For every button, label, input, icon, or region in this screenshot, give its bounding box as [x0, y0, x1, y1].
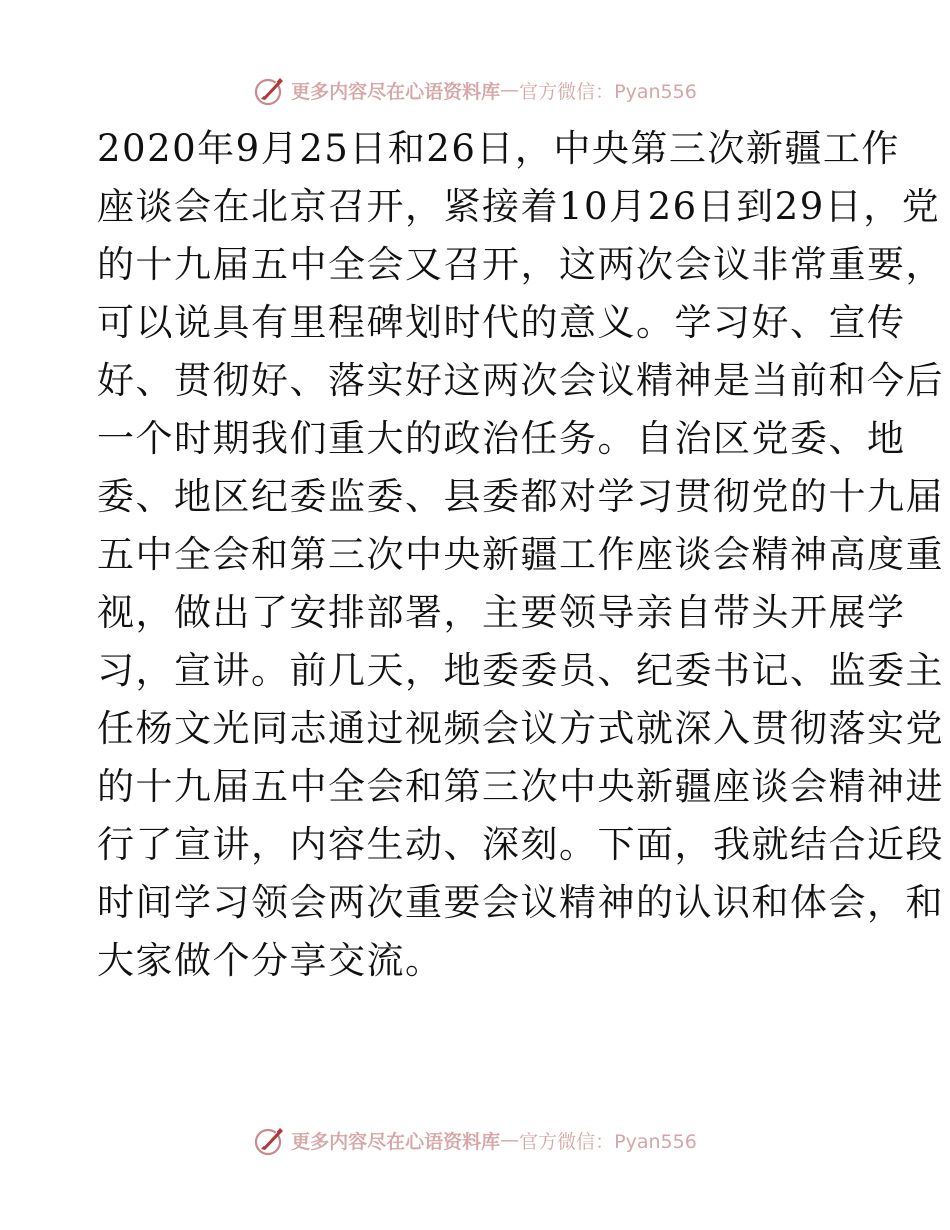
- body-line: 好、贯彻好、落实好这两次会议精神是当前和今后: [97, 359, 944, 402]
- feather-pen-logo-icon: [253, 1123, 287, 1157]
- body-line: 时间学习领会两次重要会议精神的认识和体会，和: [97, 881, 944, 924]
- body-line: 委、地区纪委监委、县委都对学习贯彻党的十九届: [97, 475, 944, 518]
- body-line: 的十九届五中全会又召开，这两次会议非常重要，: [97, 243, 944, 286]
- body-line: 习，宣讲。前几天，地委委员、纪委书记、监委主: [97, 649, 944, 692]
- footer-watermark: [0, 1120, 950, 1160]
- body-line: 座谈会在北京召开，紧接着10月26日到29日，党: [97, 185, 941, 228]
- body-line: 2020年9月25日和26日，中央第三次新疆工作: [97, 127, 900, 170]
- document-body: [97, 120, 944, 990]
- body-line: 任杨文光同志通过视频会议方式就深入贯彻落实党: [97, 707, 944, 750]
- footer-site-name: 更多内容尽在心语资料库: [291, 1130, 501, 1153]
- footer-wechat-id: 官方微信：Pyan556: [519, 1130, 697, 1153]
- body-line: 的十九届五中全会和第三次中央新疆座谈会精神进: [97, 765, 944, 808]
- body-line: 一个时期我们重大的政治任务。自治区党委、地: [97, 417, 906, 460]
- body-line: 五中全会和第三次中央新疆工作座谈会精神高度重: [97, 533, 944, 576]
- body-line: 行了宣讲，内容生动、深刻。下面，我就结合近段: [97, 823, 944, 866]
- body-line: 视，做出了安排部署，主要领导亲自带头开展学: [97, 591, 906, 634]
- feather-pen-logo-icon: [253, 73, 287, 107]
- header-watermark: [0, 70, 950, 110]
- header-wechat-id: 官方微信：Pyan556: [519, 80, 697, 103]
- header-separator: —: [500, 79, 520, 101]
- body-line: 可以说具有里程碑划时代的意义。学习好、宣传: [97, 301, 906, 344]
- header-site-name: 更多内容尽在心语资料库: [291, 80, 501, 103]
- body-line: 大家做个分享交流。: [97, 939, 444, 982]
- footer-separator: —: [500, 1129, 520, 1151]
